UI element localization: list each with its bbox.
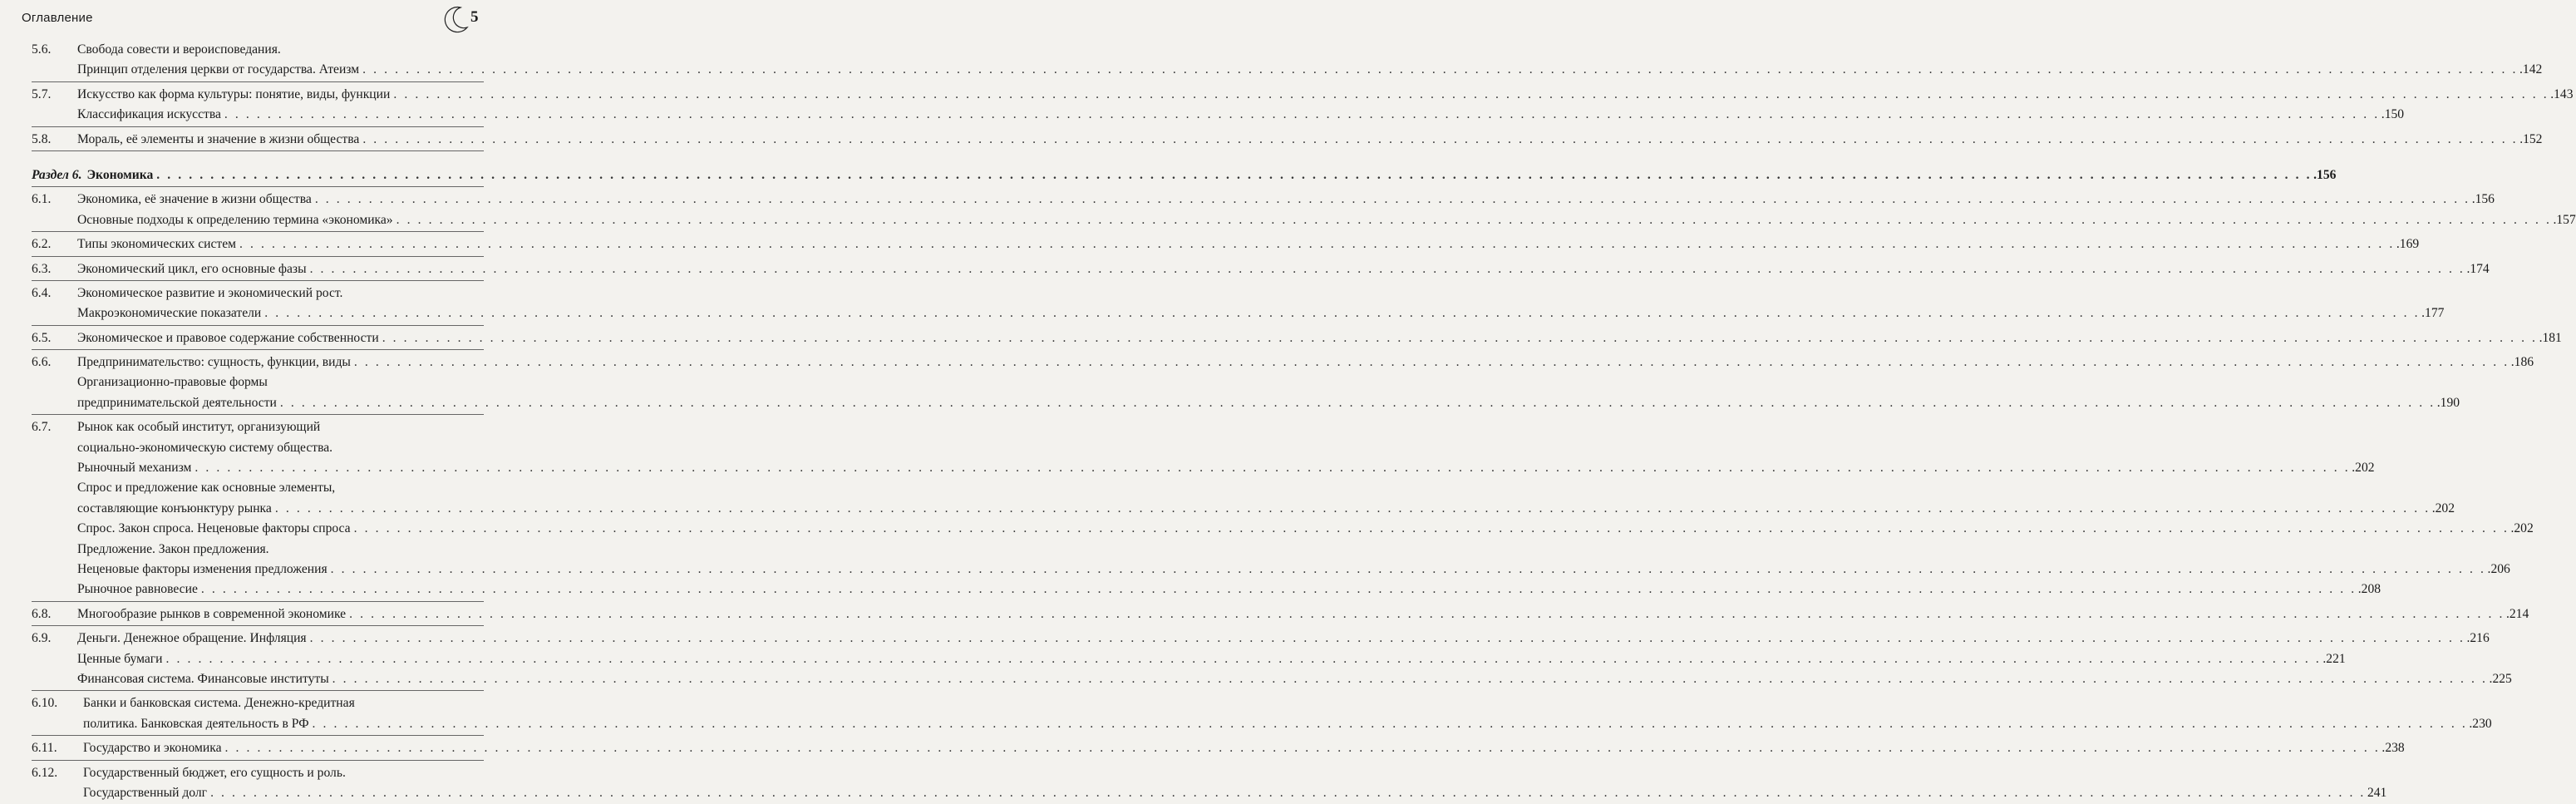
toc-entry [32,415,484,602]
dot-leader: . . . . . . . . . . . . . . . . . . . . . . . . . . . . . . . . . . . . . . . . . . . . . . . . . . . . . . . . . . . . . . . . . . . . . . . . . . . . . . . . . . . . . . . . . . . . . . . . . . . . . . . . . . . . . . . . . . . . . . . . . . . . . . . . . . . . . . . . . . . . . . . . . . . . . . . . . . . . . . . . . . . . . . . . . . . . . . . . . . . . . . . . . . . . . . . . . . . . . . . . [354,519,2510,539]
toc-line [32,372,484,392]
toc-entry-title: Искусство как форма культуры: понятие, виды, функции [77,85,390,105]
toc-entry [32,602,484,626]
toc-line [32,738,484,758]
toc-page-number: 241 [2367,783,2386,803]
toc-page-number: .169 [2396,234,2419,254]
dot-leader: . . . . . . . . . . . . . . . . . . . . . . . . . . . . . . . . . . . . . . . . . . . . . . . . . . . . . . . . . . . . . . . . . . . . . . . . . . . . . . . . . . . . . . . . . . . . . . . . . . . . . . . . . . . . . . . . . . . . . . . . . . . . . . . . . . . . . . . . . . . . . . . . . . . . . . . . . . . . . . . . . . . . . . . . . . . . . . . . . . . . . . . . . . . . . . . . . . . . . . . . [224,105,2380,125]
toc-line [32,40,484,60]
toc-entry-number: 6.10. [32,693,83,713]
toc-entry [32,626,484,691]
dot-leader: . . . . . . . . . . . . . . . . . . . . . . . . . . . . . . . . . . . . . . . . . . . . . . . . . . . . . . . . . . . . . . . . . . . . . . . . . . . . . . . . . . . . . . . . . . . . . . . . . . . . . . . . . . . . . . . . . . . . . . . . . . . . . . . . . . . . . . . . . . . . . . . . . . . . . . . . . . . . . . . . . . . . . . . . . . . . . . . . . . . . . . . . . . . . . . . . . . . . . . . . [354,353,2510,372]
toc-entry-title: составляющие конъюнктуру рынка [77,499,272,519]
toc-line [32,417,484,437]
toc-entry-title: Рыночное равновесие [77,580,198,599]
page-number: 5 [470,8,479,27]
dot-leader: . . . . . . . . . . . . . . . . . . . . . . . . . . . . . . . . . . . . . . . . . . . . . . . . . . . . . . . . . . . . . . . . . . . . . . . . . . . . . . . . . . . . . . . . . . . . . . . . . . . . . . . . . . . . . . . . . . . . . . . . . . . . . . . . . . . . . . . . . . . . . . . . . . . . . . . . . . . . . . . . . . . . . . . . . . . . . . . . . . . . . . . . . . . . . . . . . . . . . . . . [239,234,2395,254]
toc-line [32,259,484,279]
toc-page-number: .181 [2539,328,2562,348]
toc-line [32,604,484,624]
toc-entry [32,736,484,760]
toc-entry-number: 6.5. [32,328,77,348]
toc-section-label: Раздел 6. [32,165,81,185]
toc-entry-number: 5.6. [32,40,77,60]
toc-line [32,190,484,210]
toc-line [32,783,484,803]
toc-entry-title: Экономика [86,165,153,185]
toc-entry-title: Государство и экономика [83,738,222,758]
toc-entry-number: 6.2. [32,234,77,254]
dot-leader: . . . . . . . . . . . . . . . . . . . . . . . . . . . . . . . . . . . . . . . . . . . . . . . . . . . . . . . . . . . . . . . . . . . . . . . . . . . . . . . . . . . . . . . . . . . . . . . . . . . . . . . . . . . . . . . . . . . . . . . . . . . . . . . . . . . . . . . . . . . . . . . . . . . . . . . . . . . . . . . . . . . . . . . . . . . . . . . . . . . . . . . . . . . . . . . . . . . . . . . . [195,458,2350,478]
dot-leader: . . . . . . . . . . . . . . . . . . . . . . . . . . . . . . . . . . . . . . . . . . . . . . . . . . . . . . . . . . . . . . . . . . . . . . . . . . . . . . . . . . . . . . . . . . . . . . . . . . . . . . . . . . . . . . . . . . . . . . . . . . . . . . . . . . . . . . . . . . . . . . . . . . . . . . . . . . . . . . . . . . . . . . . . . . . . . . . . . . . . . . . . . . . . . . . . . . . . . . . . [310,629,2465,649]
toc-entry-title: Свобода совести и вероисповедания. [77,40,281,60]
toc-entry [32,350,484,415]
toc-entry [32,326,484,350]
toc-entry-title: Предложение. Закон предложения. [77,540,269,560]
toc-entry-title: Классификация искусства [77,105,221,125]
toc-page-number: .177 [2421,303,2444,323]
toc-page-number: .225 [2490,669,2512,689]
toc-page-number: .152 [2519,130,2542,150]
dot-leader: . . . . . . . . . . . . . . . . . . . . . . . . . . . . . . . . . . . . . . . . . . . . . . . . . . . . . . . . . . . . . . . . . . . . . . . . . . . . . . . . . . . . . . . . . . . . . . . . . . . . . . . . . . . . . . . . . . . . . . . . . . . . . . . . . . . . . . . . . . . . . . . . . . . . . . . . . . . . . . . . . . . . . . . . . . . . . . . . . . . . . . . . . . . . . . . . . . . . . . . . [362,60,2518,80]
toc-line [32,353,484,372]
toc-page-number: .238 [2381,738,2404,758]
toc-entry-title: Спрос и предложение как основные элементы, [77,478,335,498]
dot-leader: . . . . . . . . . . . . . . . . . . . . . . . . . . . . . . . . . . . . . . . . . . . . . . . . . . . . . . . . . . . . . . . . . . . . . . . . . . . . . . . . . . . . . . . . . . . . . . . . . . . . . . . . . . . . . . . . . . . . . . . . . . . . . . . . . . . . . . . . . . . . . . . . . . . . . . . . . . . . . . . . . . . . . . . . . . . . . . . . . . . . . . . . . . . . . . . . . . . . . . . . [315,190,2470,210]
dot-leader: . . . . . . . . . . . . . . . . . . . . . . . . . . . . . . . . . . . . . . . . . . . . . . . . . . . . . . . . . . . . . . . . . . . . . . . . . . . . . . . . . . . . . . . . . . . . . . . . . . . . . . . . . . . . . . . . . . . . . . . . . . . . . . . . . . . . . . . . . . . . . . . . . . . . . . . . . . . . . . . . . . . . . . . . . . . . . . . . . . . . . . . . . . . . . . . . . . . . . . . . [310,259,2465,279]
toc-page-number: .156 [2472,190,2495,210]
toc-entry-title: Принцип отделения церкви от государства. Атеизм [77,60,359,80]
dot-leader: . . . . . . . . . . . . . . . . . . . . . . . . . . . . . . . . . . . . . . . . . . . . . . . . . . . . . . . . . . . . . . . . . . . . . . . . . . . . . . . . . . . . . . . . . . . . . . . . . . . . . . . . . . . . . . . . . . . . . . . . . . . . . . . . . . . . . . . . . . . . . . . . . . . . . . . . . . . . . . . . . . . . . . . . . . . . . . . . . . . . . . . . . . . . . . . . . . . . . . . . [332,669,2488,689]
toc-line [32,130,484,150]
toc-entry-title: Рыночный механизм [77,458,191,478]
toc-line [32,60,484,80]
toc-line [32,560,484,580]
toc-entry-title: Экономический цикл, его основные фазы [77,259,307,279]
toc-entry [32,82,484,127]
toc-entry [32,761,484,804]
toc-line [32,458,484,478]
toc-entry [32,187,484,232]
toc-page-number: .221 [2322,649,2345,669]
toc-line [32,499,484,519]
toc-page-number: .157 [2553,210,2575,230]
crescent-moon-icon [442,5,470,33]
dot-leader: . . . . . . . . . . . . . . . . . . . . . . . . . . . . . . . . . . . . . . . . . . . . . . . . . . . . . . . . . . . . . . . . . . . . . . . . . . . . . . . . . . . . . . . . . . . . . . . . . . . . . . . . . . . . . . . . . . . . . . . . . . . . . . . . . . . . . . . . . . . . . . . . . . . . . . . . . . . . . . . . . . . . . . . . . . . . . . . . . . . . . . . . . . . . . . . . . . . . . . . . [349,604,2505,624]
dot-leader: . . . . . . . . . . . . . . . . . . . . . . . . . . . . . . . . . . . . . . . . . . . . . . . . . . . . . . . . . . . . . . . . . . . . . . . . . . . . . . . . . . . . . . . . . . . . . . . . . . . . . . . . . . . . . . . . . . . . . . . . . . . . . . . . . . . . . . . . . . . . . . . . . . . . . . . . . . . . . . . . . . . . . . . . . . . . . . . . . . . . . . . . . . . . . . . . . . . . . . . . [275,499,2431,519]
toc-page-number: .150 [2381,105,2404,125]
dot-leader: . . . . . . . . . . . . . . . . . . . . . . . . . . . . . . . . . . . . . . . . . . . . . . . . . . . . . . . . . . . . . . . . . . . . . . . . . . . . . . . . . . . . . . . . . . . . . . . . . . . . . . . . . . . . . . . . . . . . . . . . . . . . . . . . . . . . . . . . . . . . . . . . . . . . . . . . . . . . . . . . . . . . . . . . . . . . . . . . . . . . . . . . . . . . . . . . . . . . . . . . [156,165,2312,185]
toc-entry-title: Основные подходы к определению термина «экономика» [77,210,393,230]
dot-leader: . . . . . . . . . . . . . . . . . . . . . . . . . . . . . . . . . . . . . . . . . . . . . . . . . . . . . . . . . . . . . . . . . . . . . . . . . . . . . . . . . . . . . . . . . . . . . . . . . . . . . . . . . . . . . . . . . . . . . . . . . . . . . . . . . . . . . . . . . . . . . . . . . . . . . . . . . . . . . . . . . . . . . . . . . . . . . . . . . . . . . . . . . . . . . . . . . . . . . . . . [393,85,2549,105]
toc-entry-title: Банки и банковская система. Денежно-кредитная [83,693,355,713]
toc-page-number: .190 [2437,393,2460,413]
toc-line [32,328,484,348]
page-header [0,0,503,42]
toc-entry-title: Экономическое развитие и экономический рост. [77,284,342,303]
toc-page-number: .208 [2358,580,2381,599]
toc-entry-title: Государственный бюджет, его сущность и роль. [83,763,346,783]
toc-line [32,540,484,560]
toc-page-number: .230 [2469,714,2491,734]
toc-entry [32,691,484,736]
toc-entry-title: социально-экономическую систему общества. [77,438,332,458]
dot-leader: . . . . . . . . . . . . . . . . . . . . . . . . . . . . . . . . . . . . . . . . . . . . . . . . . . . . . . . . . . . . . . . . . . . . . . . . . . . . . . . . . . . . . . . . . . . . . . . . . . . . . . . . . . . . . . . . . . . . . . . . . . . . . . . . . . . . . . . . . . . . . . . . . . . . . . . . . . . . . . . . . . . . . . . . . . . . . . . . . . . . . . . . . . . . . . . . . . . . . . . . [331,560,2486,580]
dot-leader: . . . . . . . . . . . . . . . . . . . . . . . . . . . . . . . . . . . . . . . . . . . . . . . . . . . . . . . . . . . . . . . . . . . . . . . . . . . . . . . . . . . . . . . . . . . . . . . . . . . . . . . . . . . . . . . . . . . . . . . . . . . . . . . . . . . . . . . . . . . . . . . . . . . . . . . . . . . . . . . . . . . . . . . . . . . . . . . . . . . . . . . . . . . . . . . . . . . . . . . . [362,130,2518,150]
dot-leader: . . . . . . . . . . . . . . . . . . . . . . . . . . . . . . . . . . . . . . . . . . . . . . . . . . . . . . . . . . . . . . . . . . . . . . . . . . . . . . . . . . . . . . . . . . . . . . . . . . . . . . . . . . . . . . . . . . . . . . . . . . . . . . . . . . . . . . . . . . . . . . . . . . . . . . . . . . . . . . . . . . . . . . . . . . . . . . . . . . . . . . . . . . . . . . . . . . . . . . . . [280,393,2436,413]
toc-entry-number: 6.4. [32,284,77,303]
toc-entry-title: Деньги. Денежное обращение. Инфляция [77,629,307,649]
toc-line [32,234,484,254]
toc-entry [32,37,484,82]
toc-entry-title: Государственный долг [83,783,207,803]
toc-page-number: .206 [2488,560,2510,580]
toc-page-number: .202 [2432,499,2455,519]
toc-entry-number: 6.7. [32,417,77,437]
toc-line [32,580,484,599]
toc-line [32,763,484,783]
toc-entry-title: Рынок как особый институт, организующий [77,417,320,437]
toc-entry-title: Многообразие рынков в современной экономике [77,604,346,624]
toc-entry-title: Экономика, её значение в жизни общества [77,190,312,210]
toc-line [32,393,484,413]
toc-line [32,519,484,539]
running-title: Оглавление [22,11,93,25]
dot-leader: . . . . . . . . . . . . . . . . . . . . . . . . . . . . . . . . . . . . . . . . . . . . . . . . . . . . . . . . . . . . . . . . . . . . . . . . . . . . . . . . . . . . . . . . . . . . . . . . . . . . . . . . . . . . . . . . . . . . . . . . . . . . . . . . . . . . . . . . . . . . . . . . . . . . . . . . . . . . . . . . . . . . . . . . . . . . . . . . . . . . . . . . . . . . . . . . . . . . . . . . [201,580,2357,599]
toc-entry-title: Предпринимательство: сущность, функции, виды [77,353,351,372]
toc-entry-number: 5.7. [32,85,77,105]
dot-leader: . . . . . . . . . . . . . . . . . . . . . . . . . . . . . . . . . . . . . . . . . . . . . . . . . . . . . . . . . . . . . . . . . . . . . . . . . . . . . . . . . . . . . . . . . . . . . . . . . . . . . . . . . . . . . . . . . . . . . . . . . . . . . . . . . . . . . . . . . . . . . . . . . . . . . . . . . . . . . . . . . . . . . . . . . . . . . . . . . . . . . . . . . . . . . . . . . . . . . . . . [396,210,2552,230]
toc-line [32,649,484,669]
toc-entry-number: 5.8. [32,130,77,150]
table-of-contents [32,37,484,804]
toc-line [32,478,484,498]
dot-leader: . . . . . . . . . . . . . . . . . . . . . . . . . . . . . . . . . . . . . . . . . . . . . . . . . . . . . . . . . . . . . . . . . . . . . . . . . . . . . . . . . . . . . . . . . . . . . . . . . . . . . . . . . . . . . . . . . . . . . . . . . . . . . . . . . . . . . . . . . . . . . . . . . . . . . . . . . . . . . . . . . . . . . . . . . . . . . . . . . . . . . . . . . . . . . . . . . . . . . . . . [264,303,2420,323]
toc-line [32,629,484,649]
dot-leader: . . . . . . . . . . . . . . . . . . . . . . . . . . . . . . . . . . . . . . . . . . . . . . . . . . . . . . . . . . . . . . . . . . . . . . . . . . . . . . . . . . . . . . . . . . . . . . . . . . . . . . . . . . . . . . . . . . . . . . . . . . . . . . . . . . . . . . . . . . . . . . . . . . . . . . . . . . . . . . . . . . . . . . . . . . . . . . . . . . . . . . . . . . . . . . . . . . . . . . . . [382,328,2538,348]
toc-entry [32,127,484,151]
dot-leader: . . . . . . . . . . . . . . . . . . . . . . . . . . . . . . . . . . . . . . . . . . . . . . . . . . . . . . . . . . . . . . . . . . . . . . . . . . . . . . . . . . . . . . . . . . . . . . . . . . . . . . . . . . . . . . . . . . . . . . . . . . . . . . . . . . . . . . . . . . . . . . . . . . . . . . . . . . . . . . . . . . . . . . . . . . . . . . . . . . . . . . . . . . . . . . . . . . . . . . . . [313,714,2468,734]
toc-line [32,438,484,458]
toc-page-number: .216 [2466,629,2489,649]
dot-leader: . . . . . . . . . . . . . . . . . . . . . . . . . . . . . . . . . . . . . . . . . . . . . . . . . . . . . . . . . . . . . . . . . . . . . . . . . . . . . . . . . . . . . . . . . . . . . . . . . . . . . . . . . . . . . . . . . . . . . . . . . . . . . . . . . . . . . . . . . . . . . . . . . . . . . . . . . . . . . . . . . . . . . . . . . . . . . . . . . . . . . . . . . . . . . . . . . . . . . . . . [225,738,2381,758]
toc-line [32,85,484,105]
toc-entry-title: Мораль, её элементы и значение в жизни общества [77,130,359,150]
toc-line [32,284,484,303]
toc-entry [32,232,484,256]
toc-page-number: .174 [2466,259,2489,279]
toc-entry-number: 6.3. [32,259,77,279]
toc-entry-title: Макроэкономические показатели [77,303,261,323]
toc-entry-title: Финансовая система. Финансовые институты [77,669,329,689]
toc-entry-number: 6.6. [32,353,77,372]
toc-page-number: .202 [2510,519,2533,539]
toc-line [32,210,484,230]
toc-line [32,303,484,323]
toc-entry-title: предпринимательской деятельности [77,393,277,413]
toc-line [32,693,484,713]
toc-entry [32,281,484,326]
dot-leader: . . . . . . . . . . . . . . . . . . . . . . . . . . . . . . . . . . . . . . . . . . . . . . . . . . . . . . . . . . . . . . . . . . . . . . . . . . . . . . . . . . . . . . . . . . . . . . . . . . . . . . . . . . . . . . . . . . . . . . . . . . . . . . . . . . . . . . . . . . . . . . . . . . . . . . . . . . . . . . . . . . . . . . . . . . . . . . . . . . . . . . . . . . . . . . . . . . . . . . . . [166,649,2322,669]
toc-line [32,105,484,125]
toc-entry-title: Спрос. Закон спроса. Неценовые факторы спроса [77,519,351,539]
toc-entry-title: политика. Банковская деятельность в РФ [83,714,309,734]
toc-entry-title: Экономическое и правовое содержание собственности [77,328,379,348]
toc-entry-number: 6.11. [32,738,83,758]
toc-entry-title: Неценовые факторы изменения предложения [77,560,328,580]
toc-entry-number: 6.8. [32,604,77,624]
toc-page-number: .214 [2506,604,2529,624]
toc-entry-title: Типы экономических систем [77,234,236,254]
toc-entry-title: Организационно-правовые формы [77,372,268,392]
toc-entry-number: 6.12. [32,763,83,783]
toc-entry-number: 6.1. [32,190,77,210]
toc-section-heading [32,163,484,187]
toc-page-number: .186 [2511,353,2534,372]
toc-page-number: .202 [2352,458,2374,478]
toc-line [32,714,484,734]
dot-leader: . . . . . . . . . . . . . . . . . . . . . . . . . . . . . . . . . . . . . . . . . . . . . . . . . . . . . . . . . . . . . . . . . . . . . . . . . . . . . . . . . . . . . . . . . . . . . . . . . . . . . . . . . . . . . . . . . . . . . . . . . . . . . . . . . . . . . . . . . . . . . . . . . . . . . . . . . . . . . . . . . . . . . . . . . . . . . . . . . . . . . . . . . . . . . . . . . . . . . . . . [210,783,2366,803]
toc-line [32,669,484,689]
toc-entry-number: 6.9. [32,629,77,649]
toc-page-number: .156 [2313,165,2336,185]
toc-line [32,165,484,185]
toc-page-number: .142 [2519,60,2542,80]
toc-entry-title: Ценные бумаги [77,649,163,669]
toc-page-number: .143 [2550,85,2573,105]
toc-entry [32,257,484,281]
